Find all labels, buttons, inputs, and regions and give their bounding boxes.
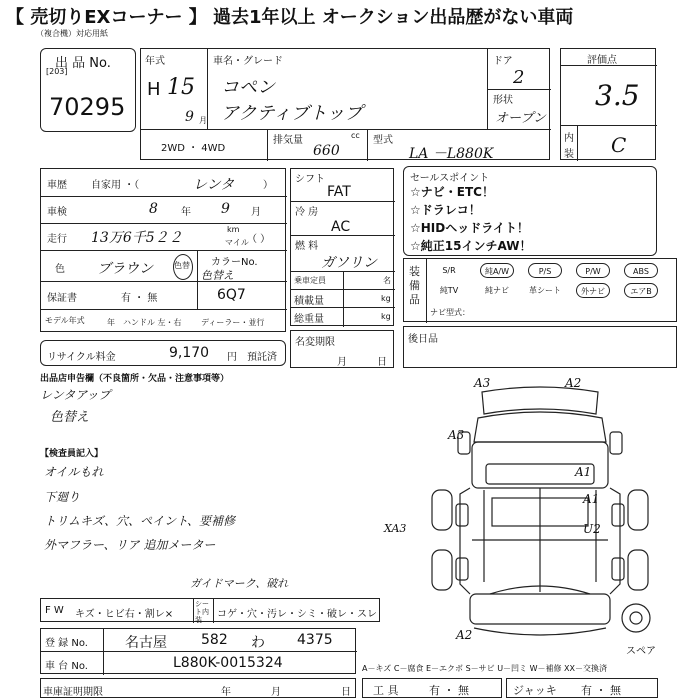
year-label: 年式	[145, 56, 165, 67]
mileage-unit-km: km	[227, 225, 240, 234]
inspection-year-unit: 年	[181, 207, 191, 218]
history-options: 自家用 ・（	[91, 180, 140, 191]
equipment-box	[403, 258, 677, 322]
sales-point-item: ☆HIDヘッドライト！	[410, 221, 529, 235]
damage-mark: A3	[448, 428, 465, 442]
model-code-value: LA －L880K	[409, 146, 494, 162]
month-unit: 月	[199, 116, 207, 125]
damage-mark: A2	[456, 628, 473, 642]
inspector-note: オイルもれ	[44, 465, 104, 479]
car-damage-diagram	[400, 372, 680, 642]
total-weight-unit: kg	[381, 312, 391, 321]
load-unit: kg	[381, 294, 391, 303]
vehicle-info-box	[140, 48, 550, 160]
inspection-month-unit: 月	[251, 207, 261, 218]
tools-value: 有 ・ 無	[429, 684, 469, 697]
chassis-value: L880K-0015324	[173, 655, 283, 671]
registration-class: 582	[201, 632, 228, 648]
inspector-note-above-bar: ガイドマーク、破れ	[190, 577, 289, 590]
equipment-item: 純ナビ	[485, 286, 509, 295]
equipment-label: 装備品	[409, 265, 420, 306]
car-label: 車名・グレード	[213, 56, 283, 67]
name-change-label: 名変期限	[295, 337, 335, 348]
tools-box	[362, 678, 502, 698]
doors-label: ドア	[493, 56, 513, 67]
equipment-item: 外ナビ	[576, 283, 610, 298]
garage-cert-box	[40, 678, 356, 698]
year-value: 15	[167, 75, 195, 100]
navi-model-label: ナビ型式：	[430, 308, 470, 317]
capacity-label: 乗車定員	[294, 276, 326, 285]
damage-mark: A3	[474, 376, 491, 390]
sales-point-item: ☆ナビ・ETC！	[410, 185, 494, 199]
name-change-box	[290, 330, 394, 368]
displacement-value: 660	[313, 143, 340, 159]
recycle-label: リサイクル料金	[47, 352, 116, 363]
car-grade: アクティブトップ	[221, 103, 363, 124]
shape-value: オープン	[495, 111, 546, 126]
equipment-item: 革シート	[529, 286, 561, 295]
mileage-paren: （ ）	[247, 234, 271, 245]
color-change-label: 色替	[174, 261, 190, 270]
jack-box	[506, 678, 658, 698]
grade-value: 3.5	[595, 79, 640, 112]
registration-box	[40, 628, 356, 674]
later-items-label: 後日品	[408, 334, 438, 345]
inspection-year: 8	[149, 201, 158, 217]
dealer-options: ディーラー・並行	[201, 318, 265, 327]
equipment-item: エアB	[624, 283, 658, 298]
lot-label: 出 品 No.	[55, 56, 111, 71]
drive-options: 2WD ・ 4WD	[161, 143, 226, 154]
history-table	[40, 168, 286, 332]
recycle-value: 9,170	[169, 345, 210, 361]
doors-value: 2	[513, 67, 525, 88]
grade-label: 評価点	[587, 55, 617, 66]
sales-points-box	[403, 166, 657, 256]
fuel-label: 燃 料	[295, 241, 319, 252]
inspector-note: トリムキズ、穴、ペイント、要補修	[44, 514, 236, 528]
color-label: 色	[55, 264, 65, 275]
tools-label: 工 具	[373, 684, 399, 697]
equipment-item: P/S	[528, 263, 562, 278]
interior-value: C	[611, 133, 627, 157]
sales-point-item: ☆純正15インチAW！	[410, 239, 532, 253]
equipment-item: ABS	[624, 263, 658, 278]
name-change-day: 日	[377, 357, 387, 368]
report-line-2: 色替え	[50, 410, 90, 425]
inspection-label: 車検	[47, 207, 67, 218]
garage-cert-day: 日	[341, 687, 351, 698]
sales-points-label: セールスポイント	[410, 173, 490, 184]
jack-label: ジャッキ	[513, 684, 557, 697]
model-year-unit: 年	[107, 318, 115, 327]
handle-options: ハンドル 左・右	[123, 318, 182, 327]
damage-mark: A1	[583, 492, 600, 506]
mileage-value: 13万6千5２２	[91, 230, 183, 246]
history-close: ）	[263, 180, 273, 191]
recycle-unit: 円	[227, 352, 237, 363]
mileage-unit-mile: マイル	[225, 238, 249, 247]
report-title: 出品店申告欄（不良箇所・欠品・注意事項等）	[40, 374, 230, 384]
load-label: 積載量	[294, 296, 324, 307]
aircon-value: AC	[331, 219, 351, 235]
lot-code: [203]	[46, 67, 68, 76]
registration-label: 登 録 No.	[45, 638, 88, 649]
header-title: 【 売切りEXコーナー 】 過去1年以上 オークション出品歴がない車両	[6, 7, 574, 28]
report-line-1: レンタアップ	[40, 388, 111, 402]
seat-label: シート内装	[195, 600, 209, 624]
seat-text: コゲ・穴・汚レ・シミ・破レ・スレ	[217, 609, 377, 620]
fw-text: キズ・ヒビ右・割レ×	[75, 609, 174, 620]
color-value: ブラウン	[97, 261, 153, 277]
shape-label: 形状	[493, 95, 513, 106]
fuel-value: ガソリン	[321, 255, 377, 271]
model-year-label: モデル年式	[45, 316, 85, 325]
spec-table	[290, 168, 394, 326]
equipment-item: P/W	[576, 263, 610, 278]
interior-label-2: 装	[564, 149, 574, 160]
damage-mark: XA3	[384, 522, 407, 535]
year-era: H	[147, 79, 161, 100]
lot-number-box	[40, 48, 136, 132]
total-weight-label: 総重量	[294, 314, 324, 325]
interior-label-1: 内	[564, 133, 574, 144]
damage-mark: U2	[583, 522, 601, 536]
registration-number: 4375	[297, 632, 333, 648]
chassis-label: 車 台 No.	[45, 661, 88, 672]
damage-legend: A－キズ C－腐食 E－エクボ S－サビ U－凹ミ W－補修 XX－交換済	[362, 664, 608, 673]
damage-mark: A2	[565, 376, 582, 390]
recycle-box	[40, 340, 286, 366]
history-label: 車歴	[47, 180, 67, 191]
fw-seat-bar	[40, 598, 380, 622]
shift-value: FAT	[327, 184, 351, 200]
lot-number: 70295	[49, 93, 126, 121]
warranty-label: 保証書	[47, 293, 77, 304]
registration-place: 名古屋	[125, 635, 167, 651]
equipment-grid	[428, 261, 676, 301]
model-code-label: 型式	[373, 135, 393, 146]
capacity-unit: 名	[383, 276, 391, 285]
recycle-deposit: 預託済	[247, 352, 277, 363]
inspector-note: 下廻り	[44, 490, 81, 504]
garage-cert-month: 月	[271, 687, 281, 698]
shift-label: シフト	[295, 174, 325, 185]
color-no-value: 6Q7	[217, 287, 246, 303]
spare-label: スペア	[626, 646, 656, 657]
month-value: 9	[185, 109, 194, 125]
mileage-label: 走行	[47, 234, 67, 245]
evaluation-box	[560, 48, 656, 160]
garage-cert-label: 車庫証明期限	[43, 687, 103, 698]
displacement-label: 排気量	[273, 135, 303, 146]
aircon-label: 冷 房	[295, 207, 319, 218]
equipment-item: S/R	[442, 266, 456, 275]
equipment-item: 純TV	[439, 286, 459, 295]
later-items-box	[403, 326, 677, 368]
fw-label: F W	[45, 605, 64, 616]
history-value: レンタ	[193, 177, 235, 193]
name-change-month: 月	[337, 357, 347, 368]
inspection-month: 9	[221, 201, 230, 217]
color-no-label: カラーNo.	[211, 257, 258, 268]
garage-cert-year: 年	[221, 687, 231, 698]
inspector-title: 【検査員記入】	[40, 449, 104, 459]
paper-note: （複合機）対応用紙	[36, 29, 108, 38]
registration-kana: わ	[251, 635, 265, 651]
jack-value: 有 ・ 無	[581, 684, 621, 697]
inspector-note: 外マフラー、リア 追加メーター	[44, 538, 216, 552]
damage-mark: A1	[575, 465, 592, 479]
equipment-item: 純A/W	[480, 263, 514, 278]
warranty-value: 有 ・ 無	[121, 293, 158, 304]
color-no-handwritten: 色替え	[201, 269, 234, 282]
car-name: コペン	[221, 77, 275, 98]
displacement-unit: cc	[351, 131, 360, 140]
sales-point-item: ☆ドラレコ！	[410, 203, 481, 217]
